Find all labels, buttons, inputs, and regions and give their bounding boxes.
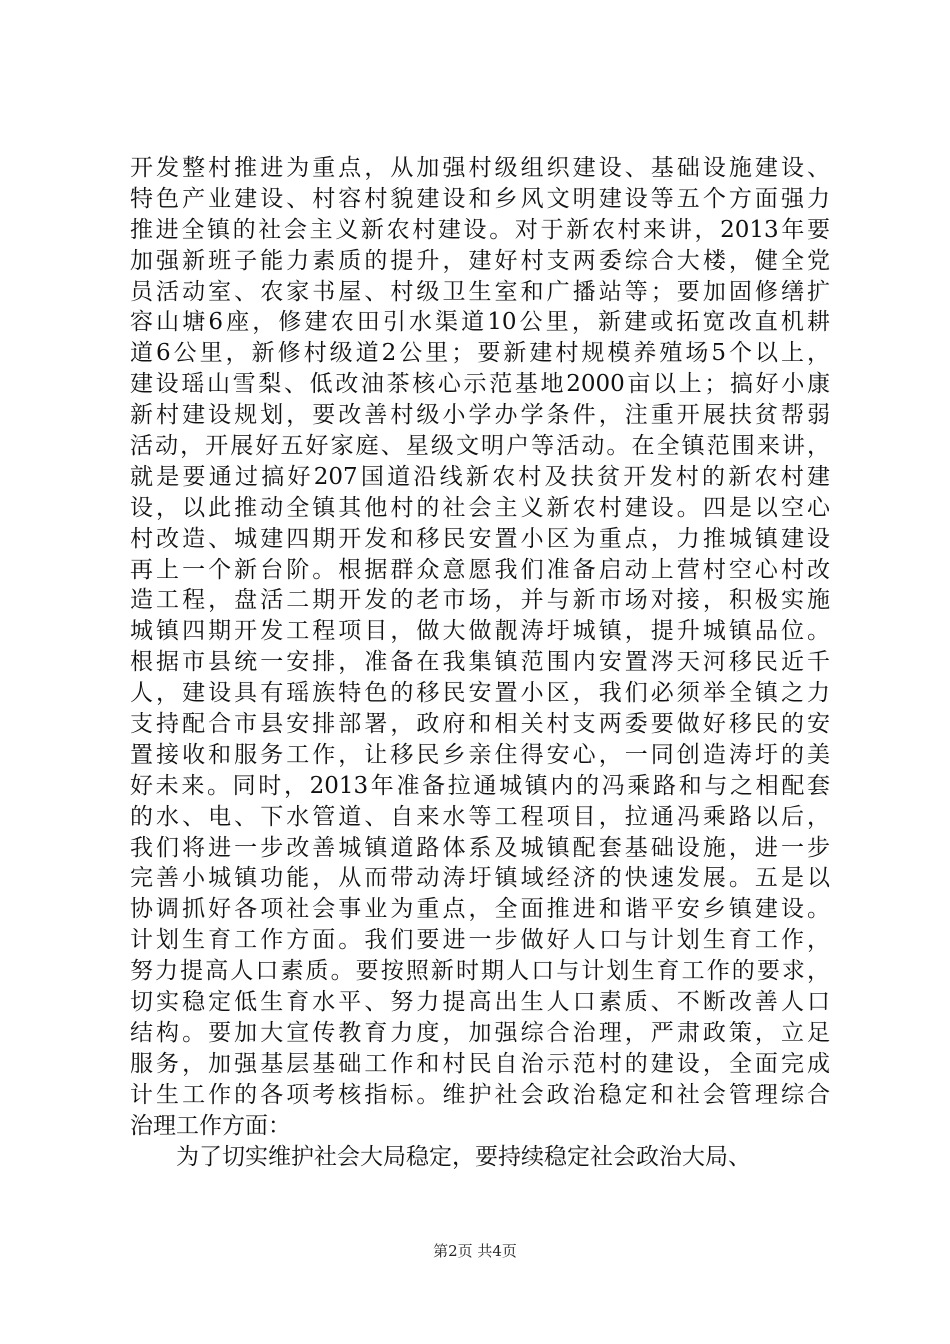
text-line: 计划生育工作方面。我们要进一步做好人口与计划生育工作， bbox=[130, 927, 830, 954]
text-line: 完善小城镇功能，从而带动涛圩镇域经济的快速发展。五是以 bbox=[130, 865, 830, 892]
text-line: 结构。要加大宣传教育力度，加强综合治理，严肃政策，立足 bbox=[130, 1019, 830, 1046]
text-line: 计生工作的各项考核指标。维护社会政治稳定和社会管理综合 bbox=[130, 1081, 830, 1108]
text-line: 推进全镇的社会主义新农村建设。对于新农村来讲，2013年要 bbox=[130, 216, 830, 243]
text-line: 支持配合市县安排部署，政府和相关村支两委要做好移民的安 bbox=[130, 711, 830, 738]
text-line: 置接收和服务工作，让移民乡亲住得安心，一同创造涛圩的美 bbox=[130, 741, 830, 768]
text-line: 村改造、城建四期开发和移民安置小区为重点，力推城镇建设 bbox=[130, 525, 830, 552]
text-line: 就是要通过搞好207国道沿线新农村及扶贫开发村的新农村建 bbox=[130, 463, 830, 490]
text-line: 人，建设具有瑶族特色的移民安置小区，我们必须举全镇之力 bbox=[130, 680, 830, 707]
text-line: 我们将进一步改善城镇道路体系及城镇配套基础设施，进一步 bbox=[130, 834, 830, 861]
text-line: 道6公里，新修村级道2公里；要新建村规模养殖场5个以上， bbox=[130, 340, 830, 367]
text-line: 设，以此推动全镇其他村的社会主义新农村建设。四是以空心 bbox=[130, 494, 830, 521]
text-line: 加强新班子能力素质的提升，建好村支两委综合大楼，健全党 bbox=[130, 247, 830, 274]
text-line: 新村建设规划，要改善村级小学办学条件，注重开展扶贫帮弱 bbox=[130, 402, 830, 429]
text-line: 建设瑶山雪梨、低改油茶核心示范基地2000亩以上；搞好小康 bbox=[130, 371, 830, 398]
text-line: 活动，开展好五好家庭、星级文明户等活动。在全镇范围来讲， bbox=[130, 433, 830, 460]
text-line: 城镇四期开发工程项目，做大做靓涛圩城镇，提升城镇品位。 bbox=[130, 618, 830, 645]
body-text bbox=[130, 153, 830, 1172]
text-line: 开发整村推进为重点，从加强村级组织建设、基础设施建设、 bbox=[130, 155, 830, 181]
text-line: 切实稳定低生育水平、努力提高出生人口素质、不断改善人口 bbox=[130, 989, 830, 1016]
page-footer: 第2页 共4页 bbox=[433, 1242, 517, 1260]
text-line: 好未来。同时，2013年准备拉通城镇内的冯乘路和与之相配套 bbox=[130, 772, 830, 799]
text-line: 容山塘6座，修建农田引水渠道10公里，新建或拓宽改直机耕 bbox=[130, 309, 830, 336]
text-line: 治理工作方面： bbox=[130, 1112, 291, 1139]
text-line: 特色产业建设、村容村貌建设和乡风文明建设等五个方面强力 bbox=[130, 185, 830, 212]
text-line: 努力提高人口素质。要按照新时期人口与计划生育工作的要求， bbox=[130, 958, 830, 985]
text-line: 服务，加强基层基础工作和村民自治示范村的建设，全面完成 bbox=[130, 1050, 830, 1077]
text-line: 再上一个新台阶。根据群众意愿我们准备启动上营村空心村改 bbox=[130, 556, 830, 583]
text-line: 根据市县统一安排，准备在我集镇范围内安置涔天河移民近千 bbox=[130, 649, 830, 676]
text-line: 员活动室、农家书屋、村级卫生室和广播站等；要加固修缮扩 bbox=[130, 278, 830, 305]
text-line: 造工程，盘活二期开发的老市场，并与新市场对接，积极实施 bbox=[130, 587, 830, 614]
text-line: 的水、电、下水管道、自来水等工程项目，拉通冯乘路以后， bbox=[130, 803, 830, 830]
text-line: 协调抓好各项社会事业为重点，全面推进和谐平安乡镇建设。 bbox=[130, 896, 830, 923]
paragraph-start-line: 为了切实维护社会大局稳定，要持续稳定社会政治大局、 bbox=[176, 1143, 751, 1170]
